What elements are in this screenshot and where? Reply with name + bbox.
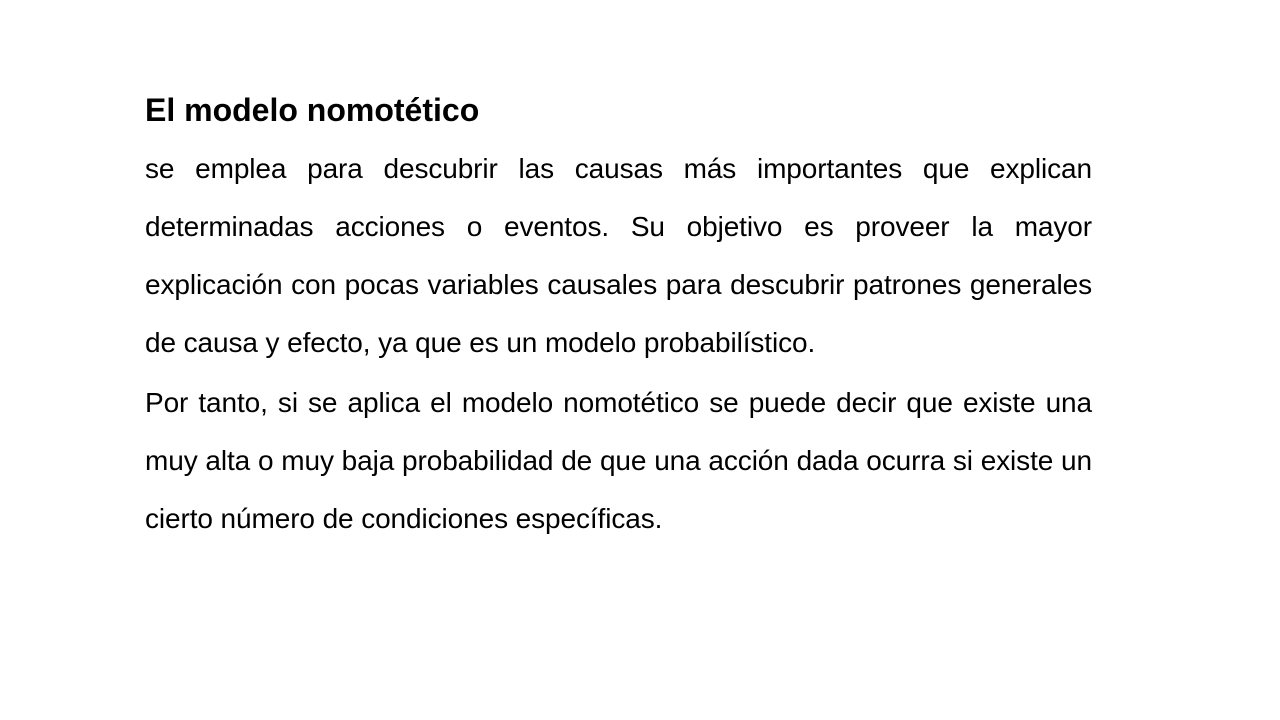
- slide-title: El modelo nomotético: [145, 92, 480, 128]
- slide-content: [145, 84, 1092, 548]
- paragraph-conclusion: Por tanto, si se aplica el modelo nomotético se puede decir que existe una muy alta o muy baja probabilidad de que una acción dada ocurra si existe un cierto número de condiciones específicas.: [145, 387, 1092, 534]
- paragraph-definition: se emplea para descubrir las causas más importantes que explican determinadas acciones o eventos. Su objetivo es proveer la mayor explicación con pocas variables causales para descubrir patrones generales de causa y efecto, ya que es un modelo probabilístico.: [145, 153, 1092, 358]
